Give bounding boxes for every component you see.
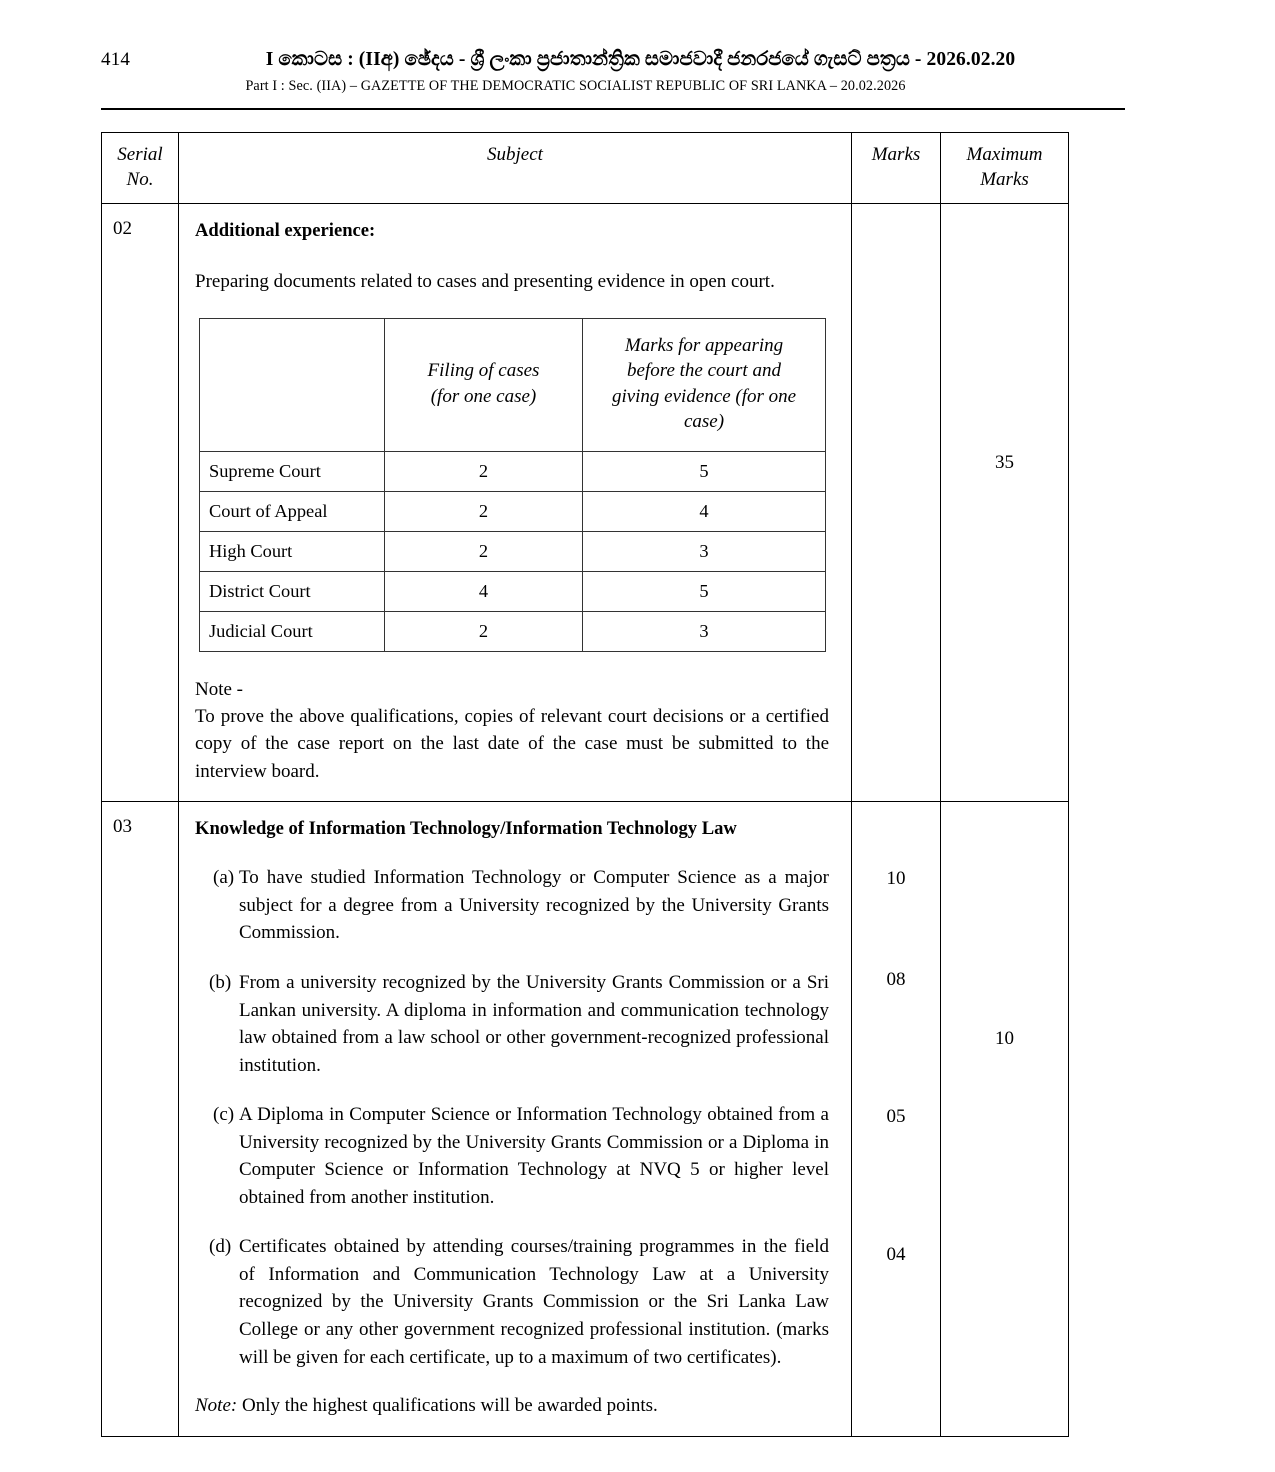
courts-marks-table (199, 318, 826, 652)
court-filing-marks: 2 (385, 491, 583, 531)
court-appearing-marks: 3 (583, 531, 826, 571)
court-filing-marks: 2 (385, 531, 583, 571)
row-subject-intro: Preparing documents related to cases and presenting evidence in open court. (195, 270, 775, 292)
maximum-marks-value: 10 (995, 1027, 1014, 1049)
header-english-title: Part I : Sec. (IIA) – GAZETTE OF THE DEMOCRATIC SOCIALIST REPUBLIC OF SRI LANKA – 20.02.2026 (245, 78, 906, 94)
court-appearing-marks: 5 (583, 571, 826, 611)
appearing-header-line3: giving evidence (for one (611, 385, 797, 407)
note-label: Note - (195, 678, 244, 700)
header-divider-rule (101, 108, 1125, 110)
final-note-label: Note: (195, 1395, 238, 1417)
column-header-subject: Subject (179, 133, 852, 204)
row-subject-content (179, 204, 852, 802)
page-header (101, 48, 1068, 95)
appearing-header-line4: case) (683, 410, 725, 432)
row-subject-content (179, 801, 852, 1436)
table-row (200, 491, 826, 531)
serial-header-line1: Serial (117, 144, 163, 165)
row-maximum-marks-cell (941, 204, 1069, 802)
row-marks-cell (852, 801, 941, 1436)
list-item-text: To have studied Information Technology or Computer Science as a major subject for a degree from a University recognized by the University Grants Commission. (239, 867, 829, 944)
row-final-note (195, 1393, 829, 1420)
row-subject-title: Additional experience: (195, 220, 376, 242)
list-item-letter: (d) (209, 1236, 232, 1258)
list-item (195, 1233, 829, 1371)
table-header-row (102, 133, 1069, 204)
court-filing-marks: 4 (385, 571, 583, 611)
court-name: High Court (200, 531, 385, 571)
row-subject-title: Knowledge of Information Technology/Information Technology Law (195, 817, 737, 839)
list-item-text: Certificates obtained by attending courses/training programmes in the field of Information and Communication Technology Law at a University recognized by the University Grants Commission or the Sri Lanka Law College or any other government recognized professional institution. (marks will be given for each certificate, up to a maximum of two certificates). (239, 1236, 829, 1368)
courts-col-header-filing (385, 318, 583, 451)
row-maximum-marks-cell (941, 801, 1069, 1436)
row-serial-number: 03 (102, 801, 179, 1436)
court-appearing-marks: 5 (583, 451, 826, 491)
note-body: To prove the above qualifications, copies of relevant court decisions or a certified copy of the case report on the last date of the case must be submitted to the interview board. (195, 705, 829, 782)
header-sinhala-title: I කොටස : (IIඅ) ඡේදය - ශ්‍රී ලංකා ප්‍රජාතාන්ත්‍රික සමාජවාදී ජනරජයේ ගැසට් පත්‍රය - 2026.02.20 (265, 49, 1016, 70)
court-appearing-marks: 3 (583, 611, 826, 651)
page-number: 414 (101, 49, 131, 70)
table-row (200, 611, 826, 651)
table-row (200, 571, 826, 611)
list-item (195, 864, 829, 947)
serial-header-line2: No. (126, 169, 154, 191)
court-name: Supreme Court (200, 451, 385, 491)
row-note (195, 676, 829, 785)
court-name: Court of Appeal (200, 491, 385, 531)
court-appearing-marks: 4 (583, 491, 826, 531)
list-item-text: A Diploma in Computer Science or Information Technology obtained from a University recognized by the University Grants Commission or a Diploma in Computer Science or Information Technology at NVQ 5 or higher level obtained from another institution. (239, 1104, 829, 1208)
item-marks-value: 04 (886, 1243, 906, 1265)
table-row (200, 531, 826, 571)
max-marks-header-line1: Maximum (966, 144, 1043, 165)
column-header-marks: Marks (852, 133, 941, 204)
list-item-letter: (b) (209, 971, 232, 993)
list-item (195, 1101, 829, 1211)
column-header-serial-no (102, 133, 179, 204)
list-item-letter: (a) (213, 867, 235, 889)
courts-col-header-blank (200, 318, 385, 451)
item-marks-value: 05 (886, 1105, 906, 1127)
table-row (102, 801, 1069, 1436)
row-serial-number: 02 (102, 204, 179, 802)
court-filing-marks: 2 (385, 451, 583, 491)
courts-marks-table-wrapper (195, 318, 829, 652)
courts-table-header (200, 318, 826, 451)
list-item-letter: (c) (213, 1104, 235, 1126)
appearing-header-line1: Marks for appearing (624, 334, 784, 356)
table-header (102, 133, 1069, 204)
table-row (200, 451, 826, 491)
row-marks-cell (852, 204, 941, 802)
item-marks-value: 08 (886, 968, 906, 990)
courts-col-header-appearing (583, 318, 826, 451)
marks-scheme-table (101, 132, 1069, 1437)
header-primary-line (101, 48, 1068, 71)
list-item-text: From a university recognized by the University Grants Commission or a Sri Lankan university. A diploma in information and communication technology law obtained from a law school or other government-recognized professional institution. (239, 971, 829, 1076)
column-header-maximum-marks (941, 133, 1069, 204)
filing-header-line1: Filing of cases (427, 360, 540, 382)
item-marks-value: 10 (886, 867, 906, 889)
court-name: Judicial Court (200, 611, 385, 651)
court-filing-marks: 2 (385, 611, 583, 651)
max-marks-header-line2: Marks (980, 169, 1029, 191)
court-name: District Court (200, 571, 385, 611)
final-note-text: Only the highest qualifications will be awarded points. (237, 1395, 658, 1417)
table-row (102, 204, 1069, 802)
list-item (195, 969, 829, 1079)
courts-table-header-row (200, 318, 826, 451)
maximum-marks-value: 35 (995, 452, 1014, 474)
filing-header-line2: (for one case) (430, 385, 537, 407)
appearing-header-line2: before the court and (627, 360, 781, 382)
